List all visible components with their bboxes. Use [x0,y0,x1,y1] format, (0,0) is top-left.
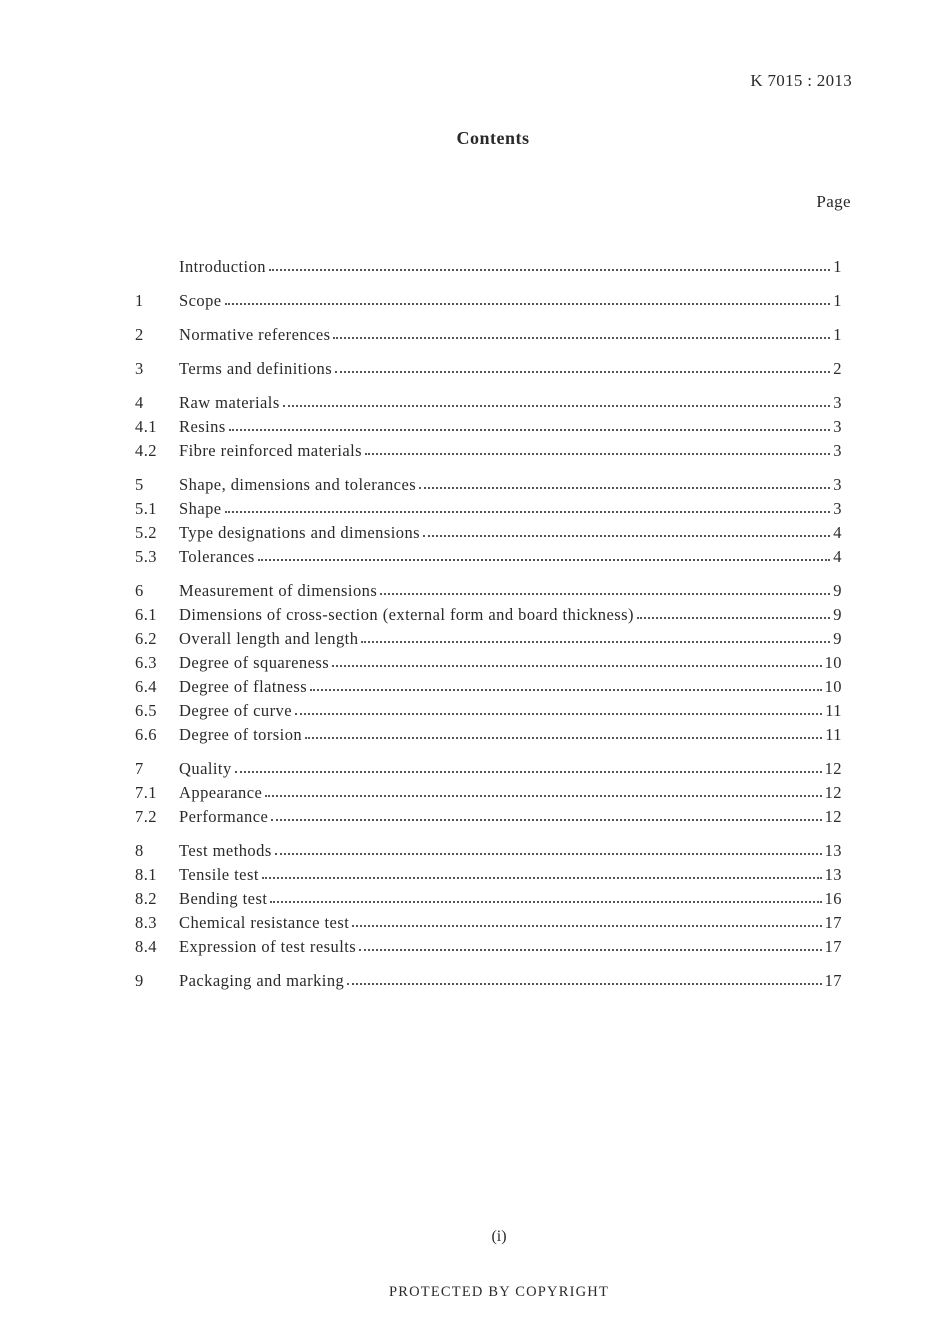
toc-entry-page: 3 [833,441,842,460]
toc-entry-number: 8 [135,841,144,860]
toc-entry-number: 6.6 [135,725,157,744]
toc-entry-title: Shape [179,499,222,518]
toc-entry[interactable] [135,967,842,991]
toc-entry-number: 4 [135,393,144,412]
toc-group [135,471,842,567]
toc-dot-leader [335,371,830,373]
toc-entry-page: 11 [825,725,842,744]
toc-dot-leader [359,949,821,951]
toc-entry-title: Fibre reinforced materials [179,441,363,460]
toc-entry-number: 5.1 [135,499,157,518]
toc-entry-number: 6.4 [135,677,157,696]
page-column-heading: Page [816,192,851,211]
toc-entry[interactable] [135,673,842,697]
toc-entry-number: 7 [135,759,144,778]
toc-entry-page: 1 [833,291,842,310]
toc-entry-number: 1 [135,291,144,310]
toc-dot-leader [305,737,822,739]
toc-dot-leader [283,405,831,407]
toc-entry-number: 7.1 [135,783,157,802]
toc-dot-leader [380,593,830,595]
toc-entry-page: 12 [824,783,842,802]
toc-entry[interactable] [135,321,842,345]
toc-dot-leader [235,771,822,773]
toc-entry-page: 1 [833,257,842,276]
toc-entry-title: Raw materials [179,393,280,412]
toc-entry-title: Packaging and marking [179,971,345,990]
toc-entry-title: Degree of torsion [179,725,303,744]
toc-dot-leader [275,853,822,855]
toc-entry-page: 4 [833,523,842,542]
toc-entry[interactable] [135,355,842,379]
toc-entry-page: 17 [824,971,842,990]
toc-entry[interactable] [135,697,842,721]
toc-entry-page: 17 [824,937,842,956]
toc-entry-number: 6.5 [135,701,157,720]
toc-entry-title: Appearance [179,783,263,802]
toc-entry[interactable] [135,885,842,909]
toc-dot-leader [262,877,822,879]
toc-entry[interactable] [135,861,842,885]
toc-entry-number: 5.2 [135,523,157,542]
toc-dot-leader [419,487,830,489]
toc-entry-title: Measurement of dimensions [179,581,378,600]
toc-entry-page: 13 [824,841,842,860]
toc-entry-title: Type designations and dimensions [179,523,421,542]
toc-entry[interactable] [135,495,842,519]
toc-group [135,837,842,957]
toc-entry-page: 1 [833,325,842,344]
toc-entry-number: 6.3 [135,653,157,672]
toc-dot-leader [347,983,821,985]
toc-entry-page: 3 [833,475,842,494]
toc-entry[interactable] [135,755,842,779]
toc-entry[interactable] [135,649,842,673]
toc-entry[interactable] [135,803,842,827]
table-of-contents [135,253,842,1001]
toc-entry-page: 11 [825,701,842,720]
toc-dot-leader [265,795,821,797]
toc-dot-leader [310,689,821,691]
toc-entry[interactable] [135,601,842,625]
toc-dot-leader [361,641,830,643]
toc-entry[interactable] [135,837,842,861]
toc-entry-number: 8.1 [135,865,157,884]
toc-entry-page: 3 [833,499,842,518]
toc-dot-leader [295,713,822,715]
toc-entry-number: 6.2 [135,629,157,648]
toc-group [135,287,842,311]
toc-entry-number: 8.2 [135,889,157,908]
toc-entry-page: 9 [833,629,842,648]
standard-id: K 7015 : 2013 [750,71,852,90]
toc-entry[interactable] [135,413,842,437]
toc-entry[interactable] [135,721,842,745]
toc-entry[interactable] [135,577,842,601]
toc-group [135,355,842,379]
toc-dot-leader [229,429,831,431]
toc-entry-page: 4 [833,547,842,566]
toc-entry-title: Shape, dimensions and tolerances [179,475,417,494]
toc-entry-title: Quality [179,759,232,778]
toc-dot-leader [271,819,821,821]
toc-entry-title: Degree of squareness [179,653,330,672]
toc-entry-title: Performance [179,807,269,826]
toc-dot-leader [332,665,821,667]
toc-entry-page: 10 [824,653,842,672]
toc-entry-page: 16 [824,889,842,908]
toc-entry[interactable] [135,543,842,567]
toc-entry-page: 17 [824,913,842,932]
toc-entry-title: Tensile test [179,865,259,884]
toc-group [135,321,842,345]
toc-entry[interactable] [135,253,842,277]
page-title: Contents [456,128,530,148]
toc-entry-title: Chemical resistance test [179,913,350,932]
toc-entry-page: 3 [833,393,842,412]
toc-entry[interactable] [135,625,842,649]
toc-entry-title: Expression of test results [179,937,357,956]
toc-entry-page: 12 [824,807,842,826]
toc-dot-leader [352,925,821,927]
toc-entry[interactable] [135,287,842,311]
toc-entry-title: Test methods [179,841,272,860]
toc-entry-page: 2 [833,359,842,378]
toc-dot-leader [225,303,831,305]
toc-entry[interactable] [135,779,842,803]
toc-entry[interactable] [135,933,842,957]
toc-entry-number: 4.2 [135,441,157,460]
toc-dot-leader [258,559,831,561]
toc-entry-title: Introduction [179,257,266,276]
toc-dot-leader [270,901,821,903]
toc-group [135,755,842,827]
toc-entry-title: Scope [179,291,222,310]
toc-dot-leader [225,511,831,513]
toc-entry-number: 8.3 [135,913,157,932]
toc-entry-number: 4.1 [135,417,157,436]
toc-dot-leader [333,337,830,339]
toc-dot-leader [269,269,830,271]
toc-entry-title: Resins [179,417,226,436]
toc-group [135,577,842,745]
toc-group [135,967,842,991]
toc-entry[interactable] [135,909,842,933]
toc-dot-leader [637,617,830,619]
toc-entry-page: 9 [833,605,842,624]
toc-entry-title: Overall length and length [179,629,359,648]
toc-entry[interactable] [135,437,842,461]
toc-entry[interactable] [135,389,842,413]
toc-dot-leader [365,453,830,455]
toc-entry-page: 9 [833,581,842,600]
toc-entry-title: Degree of curve [179,701,293,720]
copyright-notice: PROTECTED BY COPYRIGHT [388,1284,609,1300]
toc-entry-title: Bending test [179,889,268,908]
toc-entry-title: Tolerances [179,547,255,566]
toc-entry-title: Dimensions of cross-section (external form and board thickness) [179,605,634,624]
toc-entry-title: Degree of flatness [179,677,308,696]
toc-entry-number: 9 [135,971,144,990]
toc-dot-leader [423,535,830,537]
toc-group [135,389,842,461]
toc-entry-number: 7.2 [135,807,157,826]
toc-entry[interactable] [135,471,842,495]
toc-entry-number: 2 [135,325,144,344]
toc-entry-number: 8.4 [135,937,157,956]
toc-entry-number: 6.1 [135,605,157,624]
toc-entry-page: 3 [833,417,842,436]
toc-entry-title: Normative references [179,325,331,344]
toc-group [135,253,842,277]
toc-entry-number: 6 [135,581,144,600]
toc-entry-page: 13 [824,865,842,884]
toc-entry-number: 3 [135,359,144,378]
toc-entry-number: 5.3 [135,547,157,566]
page-folio: (i) [491,1228,507,1245]
toc-entry-title: Terms and definitions [179,359,333,378]
toc-entry-page: 10 [824,677,842,696]
toc-entry-page: 12 [824,759,842,778]
toc-entry[interactable] [135,519,842,543]
toc-entry-number: 5 [135,475,144,494]
